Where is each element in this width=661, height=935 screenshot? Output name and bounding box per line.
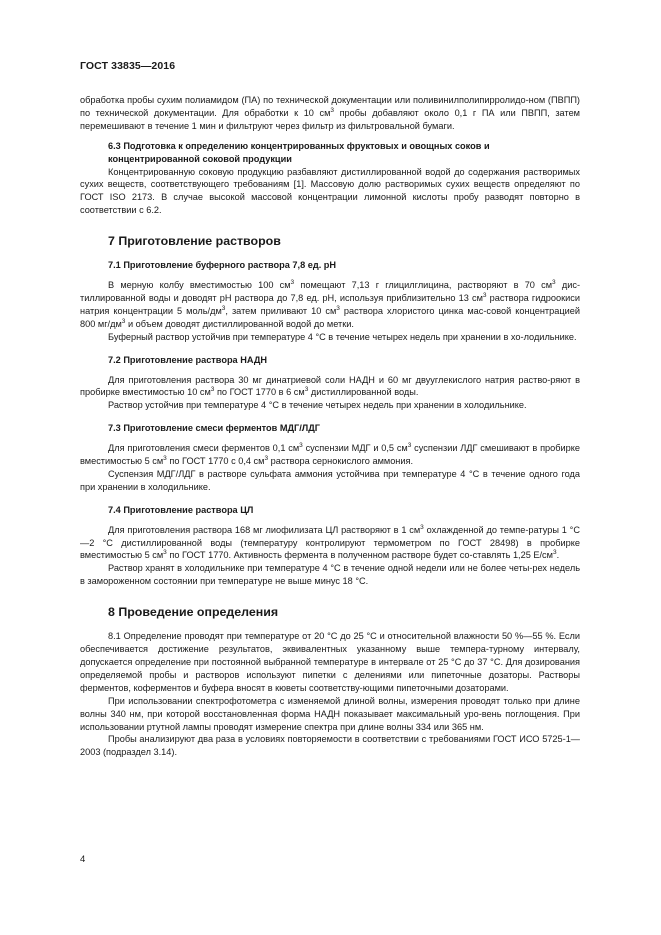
superscript: 3 <box>121 317 126 325</box>
paragraph-8-1: 8.1 Определение проводят при температуре от 20 °С до 25 °С и относительной влажности 50 %—55 %. Если обеспечивается достижение результатов, эквивалентных указанному выше темпера-турному интервалу, допускается определение при постоянной выбранной температуре в интервале от 25 °С до 37 °С. Для дозирования определяемой пробы и растворов используют пипетки с делениями или пипеточные дозаторы. Растворы ферментов, коферментов и буфера вносят в кюветы соответству-ющими пипеточными дозаторами. <box>80 631 580 693</box>
paragraph-7-3-stability: Суспензия МДГ/ЛДГ в растворе сульфата аммония устойчива при температуре 4 °С в течение одного года при хранении в холодильнике. <box>80 468 580 492</box>
paragraph-8-spectrophotometer: При использовании спектрофотометра с изменяемой длиной волны, измерения проводят только при длине волны 340 нм, при которой восстановленная форма НАДН показывает максимальный уро-вень поглощения. При использовании ртутной лампы проводят измерение спектра при длине волны 334 или 365 нм. <box>80 695 580 732</box>
superscript: 3 <box>552 279 556 286</box>
superscript: 3 <box>163 454 167 462</box>
superscript: 3 <box>420 523 424 531</box>
paragraph-6-3: Концентрированную соковую продукцию разбавляют дистиллированной водой до содержания растворимых сухих веществ, соответствующего требованиям [1]. Массовую долю растворимых сухих веществ определяют по ГОСТ ISO 2173. В случае высокой массовой концентрации лимонной кислоты пробу разводят повторно в соответствии с 6.2. <box>80 166 580 216</box>
paragraph-7-3-enzymes: Для приготовления смеси ферментов 0,1 $см^3$ суспензии МДГ и 0,5 $см^3$ суспензии ЛДГ смешивают в пробирке вместимостью 5 $см^3$ по ГОСТ 1770 с 0,4 $см^3$ раствора сернокислого аммония. <box>80 442 581 467</box>
superscript: 3 <box>163 549 167 557</box>
section-heading-8: 8 Проведение определения <box>108 605 279 620</box>
superscript: 3 <box>330 106 335 114</box>
section-heading-7: 7 Приготовление растворов <box>108 234 281 249</box>
superscript: 3 <box>221 304 226 312</box>
paragraph-7-1-buffer: В мерную колбу вместимостью 100 $см^3$ помещают 7,13 г глицилглицина, растворяют в 70 $см^3$ дис-тиллированной воды и доводят рН раствора до 7,8 ед. рН, используя приблизительно 13 $см^3$ раствора гидроокиси натрия концентрации 5 моль/$дм^3$, затем приливают 10 $см^3$ раствора хлористого цинка мас-совой концентрацией 800 $мг/дм^3$ и объем доводят дистиллированной водой до метки. <box>80 279 581 329</box>
paragraph-7-1-stability: Буферный раствор устойчив при температуре 4 °С в течение четырех недель при хранении в хо-лодильнике. <box>108 331 577 342</box>
superscript: 3 <box>264 454 269 462</box>
superscript: 3 <box>210 386 215 394</box>
superscript: 3 <box>290 279 295 286</box>
paragraph-intro: обработка пробы сухим полиамидом (ПА) по технической документации или поливинилполипирролидо-ном (ПВПП) по технической документации. Для обработки к 10 $см^3$ пробы добавляют около 0,1 г ПА или ПВПП, затем перемешивают в течение 1 мин и фильтруют через фильтр из фильтровальной бумаги. <box>80 95 580 131</box>
superscript: 3 <box>304 386 309 394</box>
page-number: 4 <box>80 854 86 865</box>
superscript: 3 <box>552 549 557 557</box>
document-body <box>80 94 580 759</box>
paragraph-7-2-stability: Раствор устойчив при температуре 4 °С в течение четырех недель при хранении в холодильнике. <box>108 400 527 411</box>
subsection-heading-6-3: 6.3 Подготовка к определению концентрированных фруктовых и овощных соков и концентрированной соковой продукции <box>108 140 490 164</box>
subsection-heading-7-2: 7.2 Приготовление раствора НАДН <box>108 354 268 365</box>
superscript: 3 <box>336 304 340 312</box>
subsection-heading-7-1: 7.1 Приготовление буферного раствора 7,8 ед. рН <box>108 260 337 271</box>
superscript: 3 <box>482 291 487 299</box>
document-header-code: ГОСТ 33835—2016 <box>80 60 176 72</box>
paragraph-7-4-cl: Для приготовления раствора 168 мг лиофилизата ЦЛ растворяют в 1 $см^3$ охлажденной до темпе-ратуры 1 °С—2 °С дистиллированной воды (температуру контролируют термометром по ГОСТ 28498) в пробирке вместимостью 5 $см^3$ по ГОСТ 1770. Активность фермента в полученном растворе будет со-ставлять 1,25 $Е/см^3$. <box>80 523 580 561</box>
paragraph-7-4-storage: Раствор хранят в холодильнике при температуре 4 °С в течение одной недели или не более четы-рех недель в замороженном состоянии при температуре не выше минус 18 °С. <box>80 563 580 587</box>
paragraph-8-repeatability: Пробы анализируют два раза в условиях повторяемости в соответствии с требованиями ГОСТ ИСО 5725-1—2003 (подраздел 3.14). <box>80 734 580 758</box>
superscript: 3 <box>299 442 303 450</box>
subsection-heading-7-4: 7.4 Приготовление раствора ЦЛ <box>108 504 254 515</box>
superscript: 3 <box>407 442 412 450</box>
subsection-heading-7-3: 7.3 Приготовление смеси ферментов МДГ/ЛДГ <box>108 423 321 434</box>
paragraph-7-2-nadh: Для приготовления раствора 30 мг динатриевой соли НАДН и 60 мг двууглекислого натрия раство-ряют в пробирке вместимостью 10 $см^3$ по ГОСТ 1770 в 6 $см^3$ дистиллированной воды. <box>80 374 580 398</box>
